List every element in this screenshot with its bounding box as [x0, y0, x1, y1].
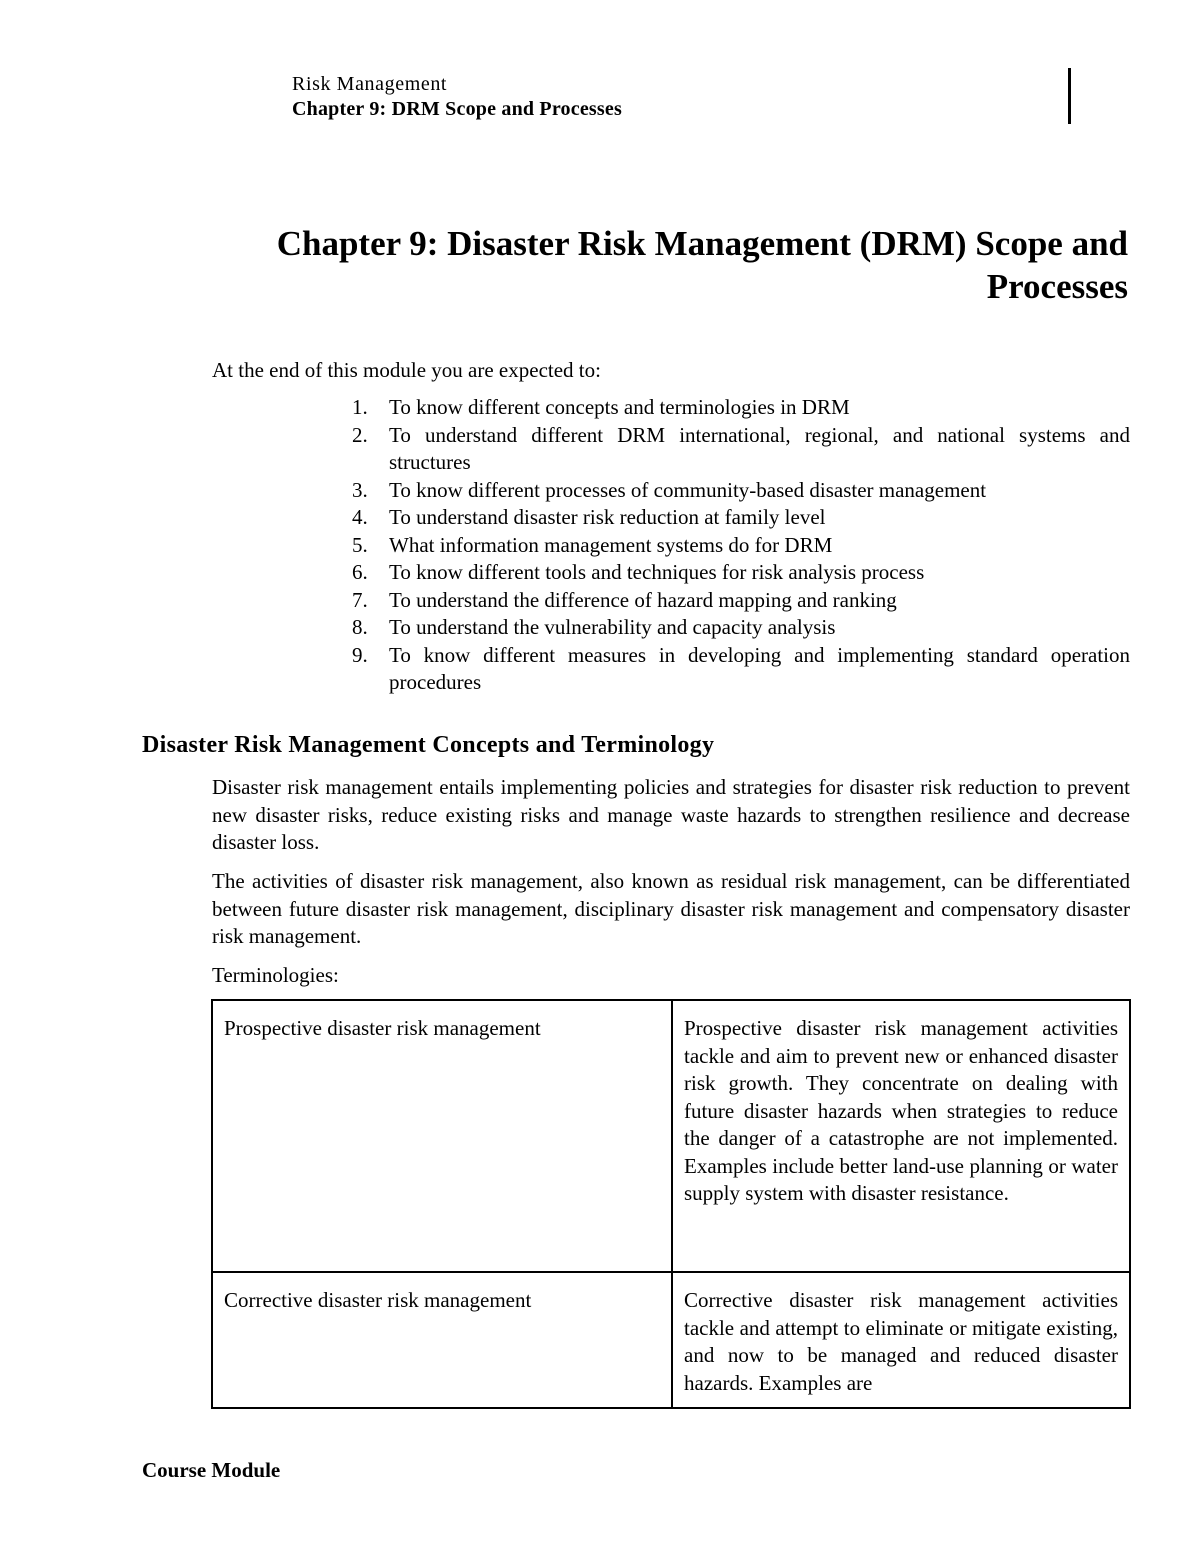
objective-number: 3. [352, 477, 368, 502]
objective-item [346, 504, 1130, 532]
definition-cell: Corrective disaster risk management activities tackle and attempt to eliminate or mitigate existing, and now to be managed and reduced disaster hazards. Examples are [672, 1272, 1130, 1408]
objective-item [346, 532, 1130, 560]
objective-number: 9. [352, 642, 368, 667]
objective-item [346, 477, 1130, 505]
paragraph-activities: The activities of disaster risk management, also known as residual risk management, can be differentiated between future disaster risk management, disciplinary disaster risk management and compensatory disaster risk management. [212, 869, 1130, 948]
objective-text: To understand disaster risk reduction at family level [389, 505, 826, 529]
objective-item [346, 394, 1130, 422]
objective-text: To know different tools and techniques for risk analysis process [389, 560, 925, 584]
term-cell: Prospective disaster risk management [212, 1000, 672, 1272]
header-chapter-title: Chapter 9: DRM Scope and Processes [292, 98, 622, 120]
objectives-intro: At the end of this module you are expected to: [212, 358, 601, 382]
objective-number: 2. [352, 422, 368, 447]
header-course-title: Risk Management [292, 73, 448, 95]
section-heading: Disaster Risk Management Concepts and Terminology [142, 732, 715, 758]
objective-item [346, 559, 1130, 587]
objective-item [346, 642, 1130, 697]
objective-number: 7. [352, 587, 368, 612]
objective-text: To know different concepts and terminologies in DRM [389, 395, 850, 419]
objective-text: To know different measures in developing and implementing standard operation procedures [389, 642, 1130, 694]
objective-number: 6. [352, 560, 368, 584]
objective-number: 8. [352, 615, 368, 639]
header-vertical-rule [1068, 68, 1071, 124]
chapter-title-line1: Chapter 9: Disaster Risk Management (DRM) Scope and [276, 224, 1128, 263]
page-footer: Course Module [142, 1458, 281, 1482]
chapter-title [200, 222, 1128, 308]
objective-text: What information management systems do for DRM [389, 532, 833, 557]
chapter-title-line2: Processes [986, 267, 1128, 306]
objective-number: 5. [352, 532, 368, 557]
paragraph-definition: Disaster risk management entails implementing policies and strategies for disaster risk reduction to prevent new disaster risks, reduce existing risks and manage waste hazards to strengthen resilience and decrease disaster loss. [212, 775, 1130, 854]
definition-cell: Prospective disaster risk management activities tackle and aim to prevent new or enhanced disaster risk growth. They concentrate on dealing with future disaster hazards when strategies to reduce the danger of a catastrophe are not implemented. Examples include better land-use planning or water supply system with disaster resistance. [672, 1000, 1130, 1272]
objective-text: To know different processes of community-based disaster management [389, 477, 987, 502]
terminologies-label: Terminologies: [212, 963, 339, 987]
objective-number: 1. [352, 395, 368, 419]
term-cell: Corrective disaster risk management [212, 1272, 672, 1408]
objective-number: 4. [352, 505, 368, 529]
objective-item [346, 587, 1130, 615]
objective-item [346, 614, 1130, 642]
objective-item [346, 422, 1130, 477]
objectives-list [346, 394, 1130, 697]
page-header [292, 72, 992, 122]
objective-text: To understand the vulnerability and capacity analysis [389, 615, 836, 639]
table-row [212, 1000, 1130, 1272]
objective-text: To understand different DRM international, regional, and national systems and structures [389, 422, 1130, 474]
objective-text: To understand the difference of hazard mapping and ranking [389, 587, 897, 612]
terminology-table [211, 999, 1131, 1409]
table-row [212, 1272, 1130, 1408]
